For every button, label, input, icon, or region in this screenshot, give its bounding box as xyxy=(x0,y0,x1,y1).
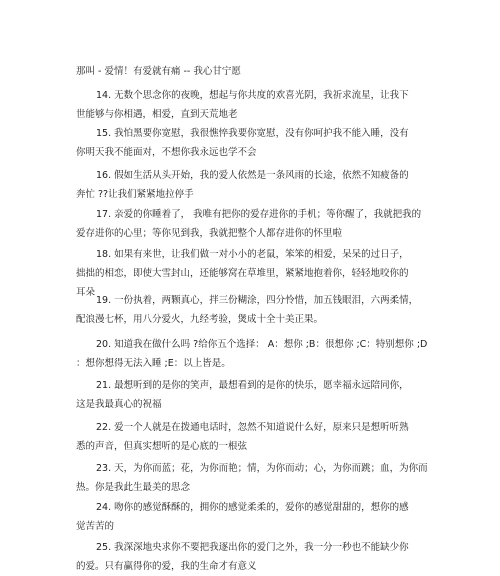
entry-item xyxy=(76,418,421,456)
entry-item xyxy=(76,205,421,243)
entry-line: 配浪漫七杯，用八分爱火，九经考验，煲成十全十美正果。 xyxy=(76,314,324,325)
entry-line: 18. 如果有来世，让我们做一对小小的老鼠，笨笨的相爱，呆呆的过日子， xyxy=(96,249,409,260)
entry-line: 25. 我深深地央求你不要把我逐出你的爱门之外，我一分一秒也不能缺少你 xyxy=(96,542,409,553)
entry-line: 15. 我怕黑要你宽慰，我很憔悴我要你宽慰，没有你呵护我不能入睡，没有 xyxy=(96,128,409,139)
entry-line: 21. 最想听到的是你的笑声，最想看到的是你的快乐，愿幸福永远陪同你， xyxy=(96,380,409,391)
entry-line: 爱存进你的心里；等你见到我，我就把整个人都存进你的怀里啦 xyxy=(76,228,343,239)
entry-line: 19. 一份执着，两颗真心，拌三份糊涂，四分怜惜，加五钱眼泪，六两柔情， xyxy=(96,295,419,306)
entry-item xyxy=(76,124,421,162)
entry-line: 24. 吻你的感觉酥酥的，拥你的感觉柔柔的，爱你的感觉甜甜的，想你的感 xyxy=(96,502,409,513)
entry-line: 这是我最真心的祝福 xyxy=(76,399,162,410)
entry-line: 14. 无数个思念你的夜晚，想起与你共度的欢喜光阴，我祈求流星，让我下 xyxy=(96,90,409,101)
entry-line: 17. 亲爱的你睡着了， 我唯有把你的爱存进你的手机；等你醒了，我就把我的 xyxy=(96,209,422,220)
entry-line: 耳朵 xyxy=(76,287,96,298)
entry-line: 的爱。只有赢得你的爱，我的生命才有意义 xyxy=(76,561,257,572)
entry-line: 悉的声音，但真实想听的是心底的一根弦 xyxy=(76,441,248,452)
entry-item xyxy=(76,498,421,536)
entry-line: 觉苦苦的 xyxy=(76,521,115,532)
entry-line: 奔忙 ??让我们紧紧地拉停手 xyxy=(76,189,194,200)
entry-line: 20. 知道我在做什么吗 ?给你五个选择： A：想你 ;B：很想你 ;C：特别想你 ;D xyxy=(96,339,428,350)
entry-item xyxy=(76,291,421,329)
entry-line: 你明天我不能面对，不想你我永远也学不会 xyxy=(76,147,257,158)
entry-line: 23. 天，为你而蓝；花，为你而艳；情，为你而动；心，为你而跳；血，为你而 xyxy=(96,463,428,474)
entry-item xyxy=(76,335,428,373)
entry-line: 16. 假如生活从头开始，我的爱人依然是一条风雨的长途，依然不知疲备的 xyxy=(96,170,409,181)
entry-item xyxy=(76,538,421,576)
entry-item xyxy=(76,376,421,414)
entry-line: 热。你是我此生最美的思念 xyxy=(76,482,191,493)
entry-item xyxy=(76,86,421,124)
entry-item xyxy=(76,459,428,497)
entry-line: 拙拙的相恋，即使大雪封山，还能够窝在草堆里，紧紧地抱着你，轻轻地咬你的 xyxy=(76,268,409,279)
entry-line: 世能够与你相遇，相爱，直到天荒地老 xyxy=(76,109,238,120)
intro-line: 那叫 - 爱情！有爱就有痛 -- 我心甘宁愿 xyxy=(76,66,241,77)
entry-line: 22. 爱一个人就是在拨通电话时，忽然不知道说什么好，原来只是想听听熟 xyxy=(96,422,409,433)
entry-item xyxy=(76,166,421,204)
entry-line: ：想你想得无法入睡 ;E：以上皆是。 xyxy=(76,358,231,369)
